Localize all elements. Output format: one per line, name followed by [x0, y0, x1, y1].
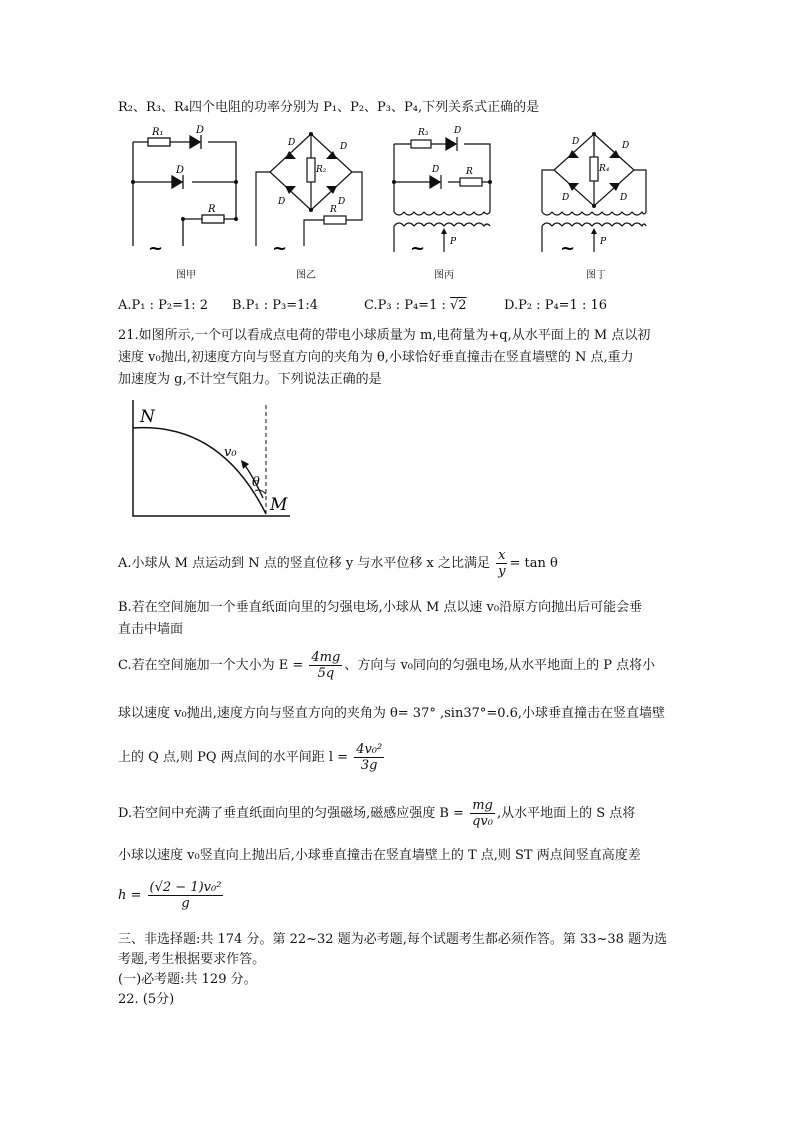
- option-d-text: D.若空间中充满了垂直纸面向里的匀强磁场,磁感应强度 B =: [118, 806, 464, 821]
- section-3-line-1: 三、非选择题:共 174 分。第 22~32 题为必考题,每个试题考生都必须作答。第 33~38 题为选: [118, 932, 668, 947]
- fraction-distance-l: [354, 742, 384, 773]
- q21-line-3: 加速度为 g,不计空气阻力。下列说法正确的是: [118, 372, 382, 387]
- fraction-e-field: [309, 650, 342, 681]
- fraction-numerator: 4mg: [311, 650, 341, 665]
- projectile-figure: [128, 392, 294, 522]
- label-d: D: [454, 126, 462, 136]
- label-d: D: [288, 138, 296, 148]
- label-d: D: [196, 125, 205, 136]
- fraction-numerator: (√2 − 1)v₀²: [149, 880, 222, 895]
- label-r1: R₁: [152, 127, 164, 138]
- option-c-20-text: C.P₃ : P₄=1 :: [364, 298, 450, 313]
- label-d: D: [340, 142, 348, 152]
- circuit-figure-yi: [252, 124, 370, 276]
- figure-caption-jia: 图甲: [176, 270, 196, 281]
- option-a-20: A.P₁ : P₂=1: 2: [118, 298, 209, 313]
- option-c-text-3: 上的 Q 点,则 PQ 两点间的水平间距 l =: [118, 750, 349, 765]
- q21-option-d-line-3: [118, 876, 225, 916]
- option-c-text-2: 、方向与 v₀同向的匀强电场,从水平地面上的 P 点将小: [344, 658, 656, 673]
- question-22-heading: 22. (5分): [118, 992, 175, 1007]
- point-m-label: M: [270, 495, 288, 515]
- label-d: D: [176, 165, 185, 176]
- ac-source-symbol: ~: [410, 238, 426, 259]
- section-3-line-2: 考题,考生根据要求作答。: [118, 952, 266, 967]
- fraction-height-h: [148, 880, 224, 911]
- ac-source-symbol: ~: [560, 238, 576, 259]
- figure-caption-yi: 图乙: [296, 270, 316, 281]
- fraction-denominator: g: [181, 896, 190, 911]
- label-d: D: [278, 197, 286, 207]
- fraction-denominator: y: [498, 564, 506, 579]
- fraction-denominator: 3g: [360, 758, 378, 773]
- option-d-h-label: h =: [118, 888, 142, 903]
- fraction-b-field: [470, 798, 495, 829]
- fraction-denominator: 5q: [317, 666, 335, 681]
- label-d: D: [562, 193, 570, 203]
- label-d: D: [620, 193, 628, 203]
- label-r: R: [466, 167, 473, 177]
- label-d: D: [622, 141, 630, 151]
- fraction-numerator: 4v₀²: [356, 742, 383, 757]
- option-d-20: D.P₂ : P₄=1 : 16: [504, 298, 608, 313]
- section-3-line-3: (一)必考题:共 129 分。: [118, 972, 257, 987]
- option-b-20: B.P₁ : P₃=1:4: [232, 298, 319, 313]
- fraction-numerator: x: [496, 548, 507, 564]
- label-r3: R₃: [418, 128, 429, 138]
- q21-option-d-line-2: 小球以速度 v₀竖直向上抛出后,小球垂直撞击在竖直墙壁上的 T 点,则 ST 两点间竖直高度差: [118, 848, 641, 863]
- point-n-label: N: [140, 407, 155, 427]
- q21-option-c-line-2: 球以速度 v₀抛出,速度方向与竖直方向的夹角为 θ= 37° ,sin37°=0.6,小球垂直撞击在竖直墙壁: [118, 706, 666, 721]
- label-d: D: [338, 197, 346, 207]
- label-r: R: [330, 205, 337, 215]
- label-p: P: [450, 237, 457, 247]
- label-d: D: [432, 165, 440, 175]
- q21-option-d-line-1: [118, 796, 635, 832]
- fraction-numerator: mg: [470, 798, 495, 814]
- option-c-20: [364, 298, 467, 313]
- fraction-denominator: qv₀: [472, 814, 493, 829]
- q21-option-b-line-2: 直击中墙面: [118, 622, 184, 637]
- option-c-text: C.若在空间施加一个大小为 E =: [118, 658, 304, 673]
- circuit-figure-ding: [536, 124, 654, 276]
- label-p: P: [600, 237, 607, 247]
- q21-option-c-line-3: [118, 740, 386, 776]
- q21-option-a: [118, 548, 558, 579]
- velocity-v0-label: v₀: [224, 445, 237, 460]
- q21-option-c-line-1: [118, 648, 655, 684]
- ac-source-symbol: ~: [148, 238, 164, 259]
- q21-option-b-line-1: B.若在空间施加一个垂直纸面向里的匀强电场,小球从 M 点以速 v₀沿原方向抛出后可能会垂: [118, 600, 643, 615]
- option-a-text: A.小球从 M 点运动到 N 点的竖直位移 y 与水平位移 x 之比满足: [118, 556, 490, 571]
- circuit-figure-jia: [128, 124, 240, 276]
- circuit-figure-bing: [386, 124, 498, 276]
- label-r2: R₂: [316, 165, 327, 175]
- label-d: D: [572, 137, 580, 147]
- option-d-text-2: ,从水平地面上的 S 点将: [496, 806, 636, 821]
- q21-line-2: 速度 v₀抛出,初速度方向与竖直方向的夹角为 θ,小球恰好垂直撞击在竖直墙壁的 N 点,重力: [118, 350, 634, 365]
- figure-caption-ding: 图丁: [586, 270, 606, 281]
- option-c-20-radical: √2: [450, 298, 467, 313]
- option-a-tail: = tan θ: [509, 556, 558, 571]
- label-r: R: [208, 204, 216, 215]
- fraction-x-over-y: [496, 548, 507, 579]
- ac-source-symbol: ~: [272, 238, 288, 259]
- intro-line: R₂、R₃、R₄四个电阻的功率分别为 P₁、P₂、P₃、P₄,下列关系式正确的是: [118, 100, 540, 115]
- figure-caption-bing: 图丙: [434, 270, 454, 281]
- label-r4: R₄: [599, 164, 610, 174]
- q21-line-1: 21.如图所示,一个可以看成点电荷的带电小球质量为 m,电荷量为+q,从水平面上的 M 点以初: [118, 328, 651, 343]
- angle-theta-label: θ: [252, 475, 260, 490]
